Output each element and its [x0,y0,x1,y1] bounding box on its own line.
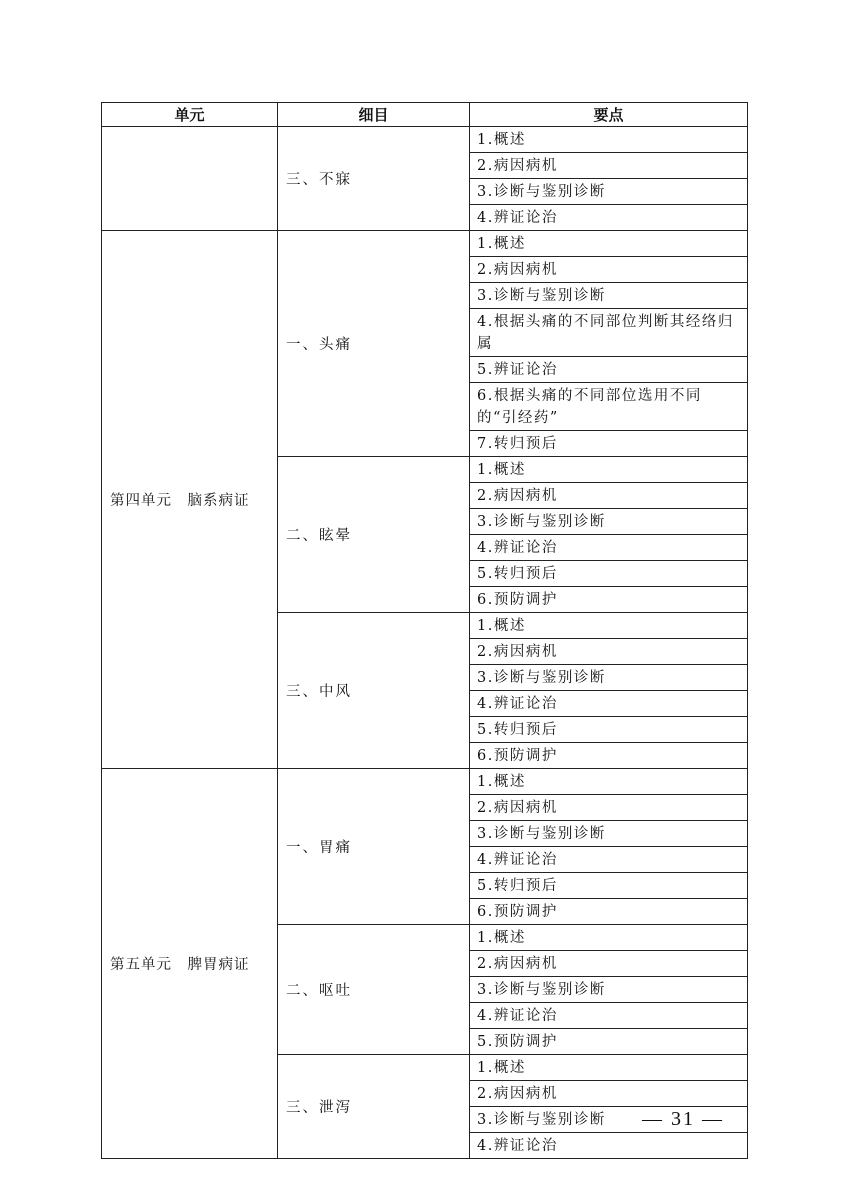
unit-cell: 第四单元 脑系病证 [102,231,278,769]
header-points: 要点 [470,103,748,127]
point-cell: 1.概述 [470,231,748,257]
detail-cell: 三、不寐 [278,127,470,231]
unit-cell [102,127,278,231]
point-cell: 2.病因病机 [470,257,748,283]
unit-cell: 第五单元 脾胃病证 [102,769,278,1159]
page-number: — 31 — [642,1108,724,1130]
point-cell: 2.病因病机 [470,483,748,509]
point-cell: 1.概述 [470,613,748,639]
syllabus-table [101,102,748,1159]
point-cell: 1.概述 [470,925,748,951]
point-cell: 3.诊断与鉴别诊断 [470,977,748,1003]
point-cell: 3.诊断与鉴别诊断 [470,283,748,309]
table-header-row [102,103,748,127]
point-cell: 4.辨证论治 [470,1003,748,1029]
point-cell: 3.诊断与鉴别诊断 [470,509,748,535]
point-cell: 6.预防调护 [470,743,748,769]
detail-cell: 一、胃痛 [278,769,470,925]
table-row [102,231,748,257]
point-cell: 5.转归预后 [470,717,748,743]
point-cell: 5.转归预后 [470,873,748,899]
header-unit: 单元 [102,103,278,127]
point-cell: 6.预防调护 [470,587,748,613]
point-cell: 7.转归预后 [470,431,748,457]
point-cell: 6.根据头痛的不同部位选用不同的“引经药” [470,383,748,431]
point-cell: 1.概述 [470,1055,748,1081]
point-cell: 5.转归预后 [470,561,748,587]
point-cell: 2.病因病机 [470,951,748,977]
point-cell: 4.辨证论治 [470,691,748,717]
point-cell: 4.根据头痛的不同部位判断其经络归属 [470,309,748,357]
point-cell: 6.预防调护 [470,899,748,925]
point-cell: 3.诊断与鉴别诊断 [470,1107,748,1133]
table-body [102,127,748,1159]
table-row [102,127,748,153]
point-cell: 3.诊断与鉴别诊断 [470,179,748,205]
point-cell: 3.诊断与鉴别诊断 [470,665,748,691]
point-cell: 1.概述 [470,457,748,483]
point-cell: 4.辨证论治 [470,205,748,231]
detail-cell: 二、眩晕 [278,457,470,613]
point-cell: 4.辨证论治 [470,535,748,561]
point-cell: 2.病因病机 [470,1081,748,1107]
detail-cell: 三、泄泻 [278,1055,470,1159]
point-cell: 2.病因病机 [470,795,748,821]
point-cell: 1.概述 [470,769,748,795]
point-cell: 4.辨证论治 [470,1133,748,1159]
point-cell: 4.辨证论治 [470,847,748,873]
table-row [102,769,748,795]
detail-cell: 一、头痛 [278,231,470,457]
point-cell: 2.病因病机 [470,639,748,665]
point-cell: 2.病因病机 [470,153,748,179]
point-cell: 3.诊断与鉴别诊断 [470,821,748,847]
header-detail: 细目 [278,103,470,127]
point-cell: 1.概述 [470,127,748,153]
point-cell: 5.预防调护 [470,1029,748,1055]
detail-cell: 三、中风 [278,613,470,769]
point-cell: 5.辨证论治 [470,357,748,383]
detail-cell: 二、呕吐 [278,925,470,1055]
